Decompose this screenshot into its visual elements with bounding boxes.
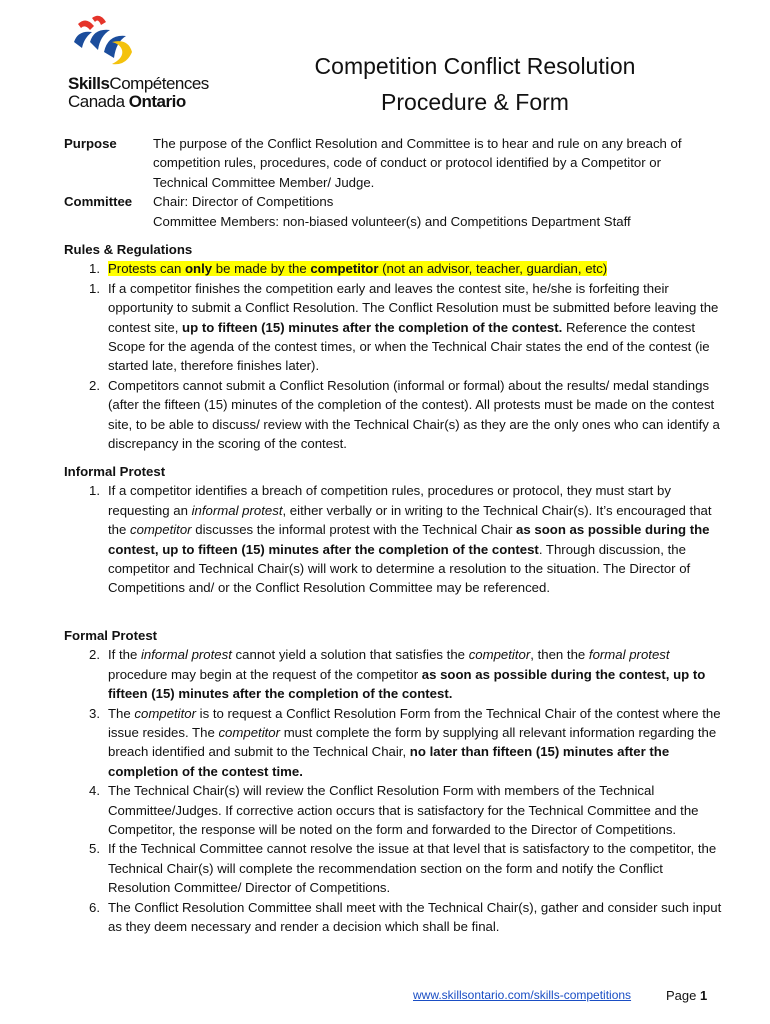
list-text: If a competitor finishes the competition early and leaves the contest site, he/she is forfeiting their opportunity to submit a Conflict Resolution. The Conflict Resolution must be submitted before leaving the contest site, up to fifteen (15) minutes after the completion of the contest. Reference the contest Scope for the agenda of the contest times, or when the Technical Chair states the end of the contest (ie started late, therefore finishes later). xyxy=(108,280,719,374)
page-title-line1: Competition Conflict Resolution xyxy=(314,53,636,79)
definition-committee xyxy=(64,192,714,231)
list-number: 5. xyxy=(89,841,100,857)
definitions-list xyxy=(64,134,714,231)
list-text: If the informal protest cannot yield a solution that satisfies the competitor, then the formal protest procedure may begin at the request of the competitor as soon as possible during the contest, up to fifteen (15) minutes after the completion of the contest. xyxy=(108,647,706,702)
page-title-line2: Procedure & Form xyxy=(381,89,569,115)
definition-desc: The purpose of the Conflict Resolution and Committee is to hear and rule on any breach of competition rules, procedures, code of conduct or protocol identified by a Competitor or Technical Committee Member/ Judge. xyxy=(153,136,682,190)
list-number: 2. xyxy=(89,377,100,393)
list-number: 3. xyxy=(89,705,100,721)
skills-logo-mark-icon xyxy=(68,12,138,74)
page-number: Page 1 xyxy=(666,988,708,1003)
highlighted-text: Protests can only be made by the competitor (not an advisor, teacher, guardian, etc) xyxy=(108,261,608,277)
list-item xyxy=(64,259,724,278)
list-item xyxy=(64,279,724,376)
section-heading: Formal Protest xyxy=(64,628,158,643)
list-item xyxy=(64,839,724,897)
list-number: 1. xyxy=(89,261,100,277)
list-item xyxy=(64,645,724,703)
list-text: If a competitor identifies a breach of competition rules, procedures or protocol, they must start by requesting an informal protest, either verbally or in writing to the Technical Chair(s). It’s encouraged that the competitor discusses the informal protest with the Technical Chair as soon as possible during the contest, up to fifteen (15) minutes after the completion of the contest. Through discussion, the competitor and Technical Chair(s) will work to determine a resolution to the situation. The Director of Competitions and/ or the Conflict Resolution Committee may be referenced. xyxy=(108,483,712,596)
list-item xyxy=(64,704,724,782)
committee-members: Committee Members: non-biased volunteer(s) and Competitions Department Staff xyxy=(153,213,631,229)
list-number: 6. xyxy=(89,899,100,915)
list-text: Competitors cannot submit a Conflict Resolution (informal or formal) about the results/ medal standings (after the fifteen (15) minutes of the completion of the contest). All protests must be made on the contest site, to be able to discuss/ review with the Technical Chair(s) as they are the only ones who can identify a discrepancy in the scoring of the contest. xyxy=(108,377,720,452)
footer-website-link[interactable]: www.skillsontario.com/skills-competitions xyxy=(413,988,632,1002)
list-number: 4. xyxy=(89,783,100,799)
definition-term: Committee xyxy=(64,194,133,210)
logo-text-line2: Canada Ontario xyxy=(68,92,186,111)
list-item xyxy=(64,898,724,937)
organization-logo xyxy=(60,12,230,111)
list-text: The Conflict Resolution Committee shall meet with the Technical Chair(s), gather and consider such input as they deem necessary and render a decision which shall be final. xyxy=(108,899,722,935)
definition-purpose xyxy=(64,134,714,192)
list-item xyxy=(64,781,724,839)
list-text: The Technical Chair(s) will review the Conflict Resolution Form with members of the Technical Committee/Judges. If corrective action occurs that is satisfactory for the Technical Committee and the Competitor, the response will be noted on the form and forwarded to the Director of Competitions. xyxy=(108,783,699,838)
section-heading: Informal Protest xyxy=(64,464,166,479)
list-number: 2. xyxy=(89,647,100,663)
list-text: If the Technical Committee cannot resolve the issue at that level that is satisfactory to the competitor, the Technical Chair(s) will complete the recommendation section on the form and notify the Conflict Resolution Committee/ Director of Competitions. xyxy=(108,841,717,896)
formal-protest-section xyxy=(64,626,724,937)
list-number: 1. xyxy=(89,280,100,296)
section-heading: Rules & Regulations xyxy=(64,242,193,257)
informal-protest-section xyxy=(64,462,724,598)
committee-chair: Chair: Director of Competitions xyxy=(153,194,334,210)
list-number: 1. xyxy=(89,483,100,499)
list-item xyxy=(64,376,724,454)
rules-section xyxy=(64,240,724,453)
definition-term: Purpose xyxy=(64,136,117,151)
list-item xyxy=(64,481,724,597)
definition-desc xyxy=(153,192,714,231)
list-text: The competitor is to request a Conflict Resolution Form from the Technical Chair of the contest where the issue resides. The competitor must complete the form by supplying all relevant information regarding the breach identified and submit to the Technical Chair, no later than fifteen (15) minutes after the completion of the contest time. xyxy=(108,705,721,779)
list-text xyxy=(108,259,724,278)
logo-text-line1: SkillsCompétences xyxy=(68,74,209,93)
